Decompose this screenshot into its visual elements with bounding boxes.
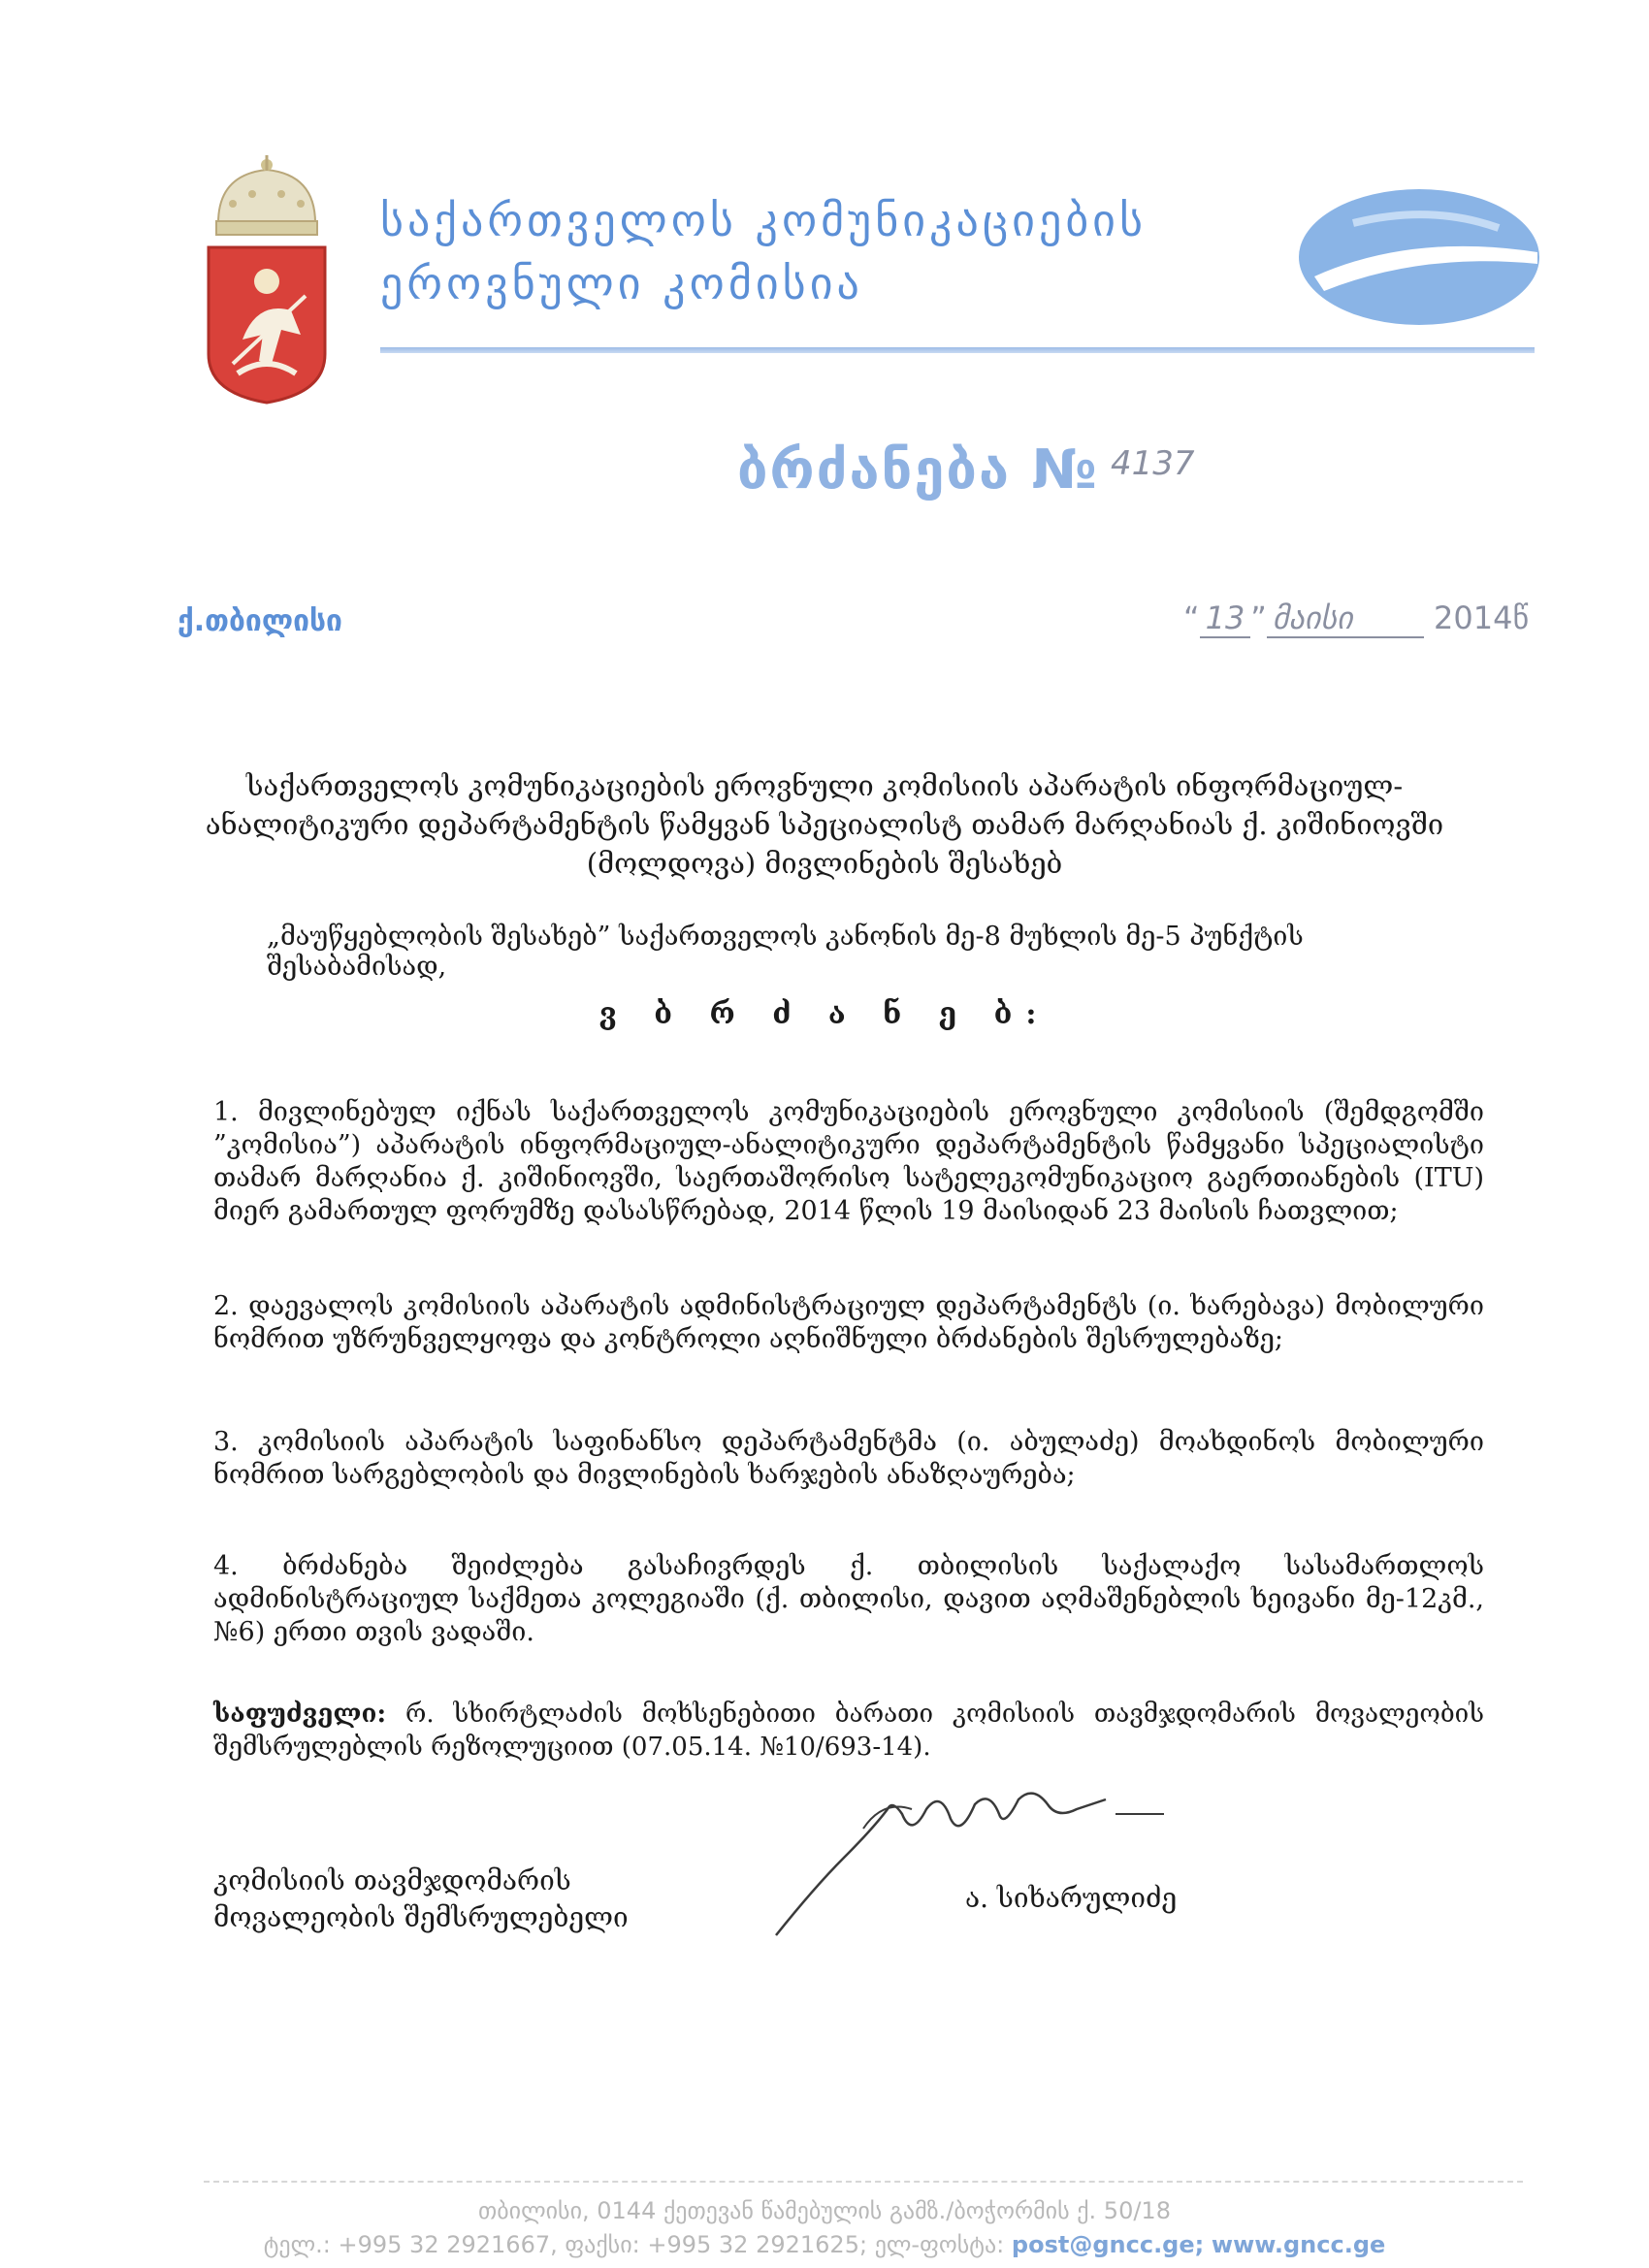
date-month: მაისი xyxy=(1267,599,1424,638)
footer-email-link[interactable]: post@gncc.ge; xyxy=(1011,2231,1205,2258)
clause-3: 3. კომისიის აპარატის საფინანსო დეპარტამენტმა (ი. აბულაძე) მოახდინოს მობილური ნომრით სარგებლობის და მივლინების ხარჯების ანაზღაურება; xyxy=(213,1427,1484,1490)
decree-heading: ვ ბ რ ძ ა ნ ე ბ: xyxy=(598,997,1051,1031)
order-number: 4137 xyxy=(1111,444,1195,483)
clause-4: 4. ბრძანება შეიძლება გასაჩივრდეს ქ. თბილისის საქალაქო სასამართლოს ადმინისტრაციულ საქმეთა კოლეგიაში (ქ. თბილისი, დავით აღმაშენებლის ხეივანი მე-12კმ., №6) ერთი თვის ვადაში. xyxy=(213,1551,1484,1647)
legal-basis: „მაუწყებლობის შესახებ” საქართველოს კანონის მე-8 მუხლის მე-5 პუნქტის შესაბამისად, xyxy=(267,922,1304,982)
date-day: 13 xyxy=(1200,599,1251,638)
organization-name-line2: ეროვნული კომისია xyxy=(380,257,863,309)
footer-contacts xyxy=(0,2231,1649,2258)
footer-address: თბილისი, 0144 ქეთევან წამებულის გამზ./ბოჭორმის ქ. 50/18 xyxy=(478,2197,1171,2224)
footer-phone: +995 32 2921667, xyxy=(338,2231,558,2258)
gncc-logo-icon xyxy=(1295,184,1542,330)
georgia-coat-of-arms-icon xyxy=(199,155,335,407)
order-title: ბრძანება № xyxy=(737,438,1099,502)
clause-1: 1. მივლინებულ იქნას საქართველოს კომუნიკაციების ეროვნული კომისიის (შემდგომში ”კომისია”) აპარატის ინფორმაციულ-ანალიტიკური დეპარტამენტის წამყვანი სპეციალისტი თამარ მარღანია ქ. კიშინიოვში, საერთაშორისო სატელეკომუნიკაციო გაერთიანების (ITU) მიერ გამართულ ფორუმზე დასასწრებად, 2014 წლის 19 მაისიდან 23 მაისის ჩათვლით; xyxy=(213,1097,1484,1226)
signer-position-line2: მოვალეობის შემსრულებელი xyxy=(213,1901,629,1933)
city-label: ქ.თბილისი xyxy=(178,604,342,638)
order-subject: საქართველოს კომუნიკაციების ეროვნული კომისიის აპარატის ინფორმაციულ-ანალიტიკური დეპარტამენტის წამყვან სპეციალისტ თამარ მარღანიას ქ. კიშინიოვში (მოლდოვა) მივლინების შესახებ xyxy=(205,769,1444,880)
organization-name-line1: საქართველოს კომუნიკაციების xyxy=(380,194,1147,246)
footer-email-label: ელ-ფოსტა: xyxy=(874,2231,1005,2258)
clause-2: 2. დაევალოს კომისიის აპარატის ადმინისტრაციულ დეპარტამენტს (ი. ხარებავა) მობილური ნომრით უზრუნველყოფა და კონტროლი აღნიშნული ბრძანების შესრულებაზე; xyxy=(213,1291,1484,1354)
footer-phone-label: ტელ.: xyxy=(263,2231,331,2258)
footer-fax: +995 32 2921625; xyxy=(647,2231,868,2258)
order-date: “ 13 ” მაისი 2014წ xyxy=(1183,599,1530,636)
signer-name: ა. სიხარულიძე xyxy=(965,1882,1178,1914)
footer-website-link[interactable]: www.gncc.ge xyxy=(1211,2231,1386,2258)
footer-fax-label: ფაქსი: xyxy=(565,2231,640,2258)
footer-divider xyxy=(204,2181,1523,2183)
basis-label: საფუძველი: xyxy=(213,1700,387,1729)
basis-note xyxy=(213,1698,1484,1764)
header-divider xyxy=(380,347,1535,353)
date-year: 2014წ xyxy=(1434,599,1530,636)
signer-position xyxy=(213,1863,629,1936)
signer-position-line1: კომისიის თავმჯდომარის xyxy=(213,1864,571,1896)
basis-text: რ. სხირტლაძის მოხსენებითი ბარათი კომისიის თავმჯდომარის მოვალეობის შემსრულებლის რეზოლუციით (07.05.14. №10/693-14). xyxy=(213,1700,1484,1762)
handwritten-signature-icon xyxy=(757,1770,1193,1945)
